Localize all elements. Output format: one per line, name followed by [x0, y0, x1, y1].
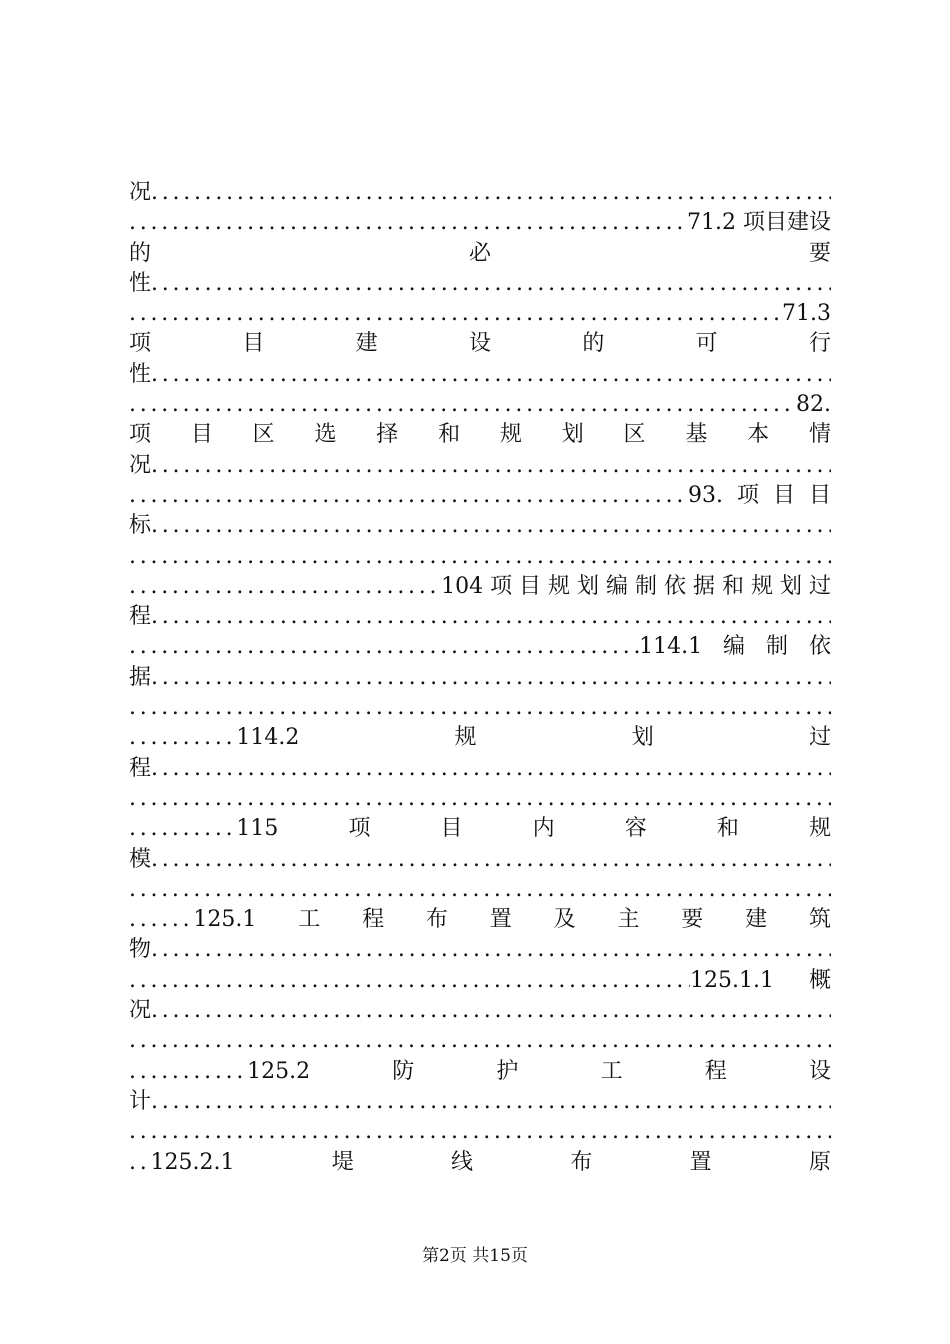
dot-leader: [151, 602, 831, 632]
toc-char: 主: [617, 907, 640, 933]
toc-char: 择: [376, 422, 399, 448]
dot-leader: [129, 481, 688, 511]
dot-leader: [151, 360, 831, 390]
dot-leader: [151, 996, 831, 1026]
toc-char: 线: [451, 1149, 474, 1175]
toc-text: 况: [129, 452, 152, 478]
toc-char: 容: [624, 816, 647, 842]
toc-char: 设: [468, 331, 491, 357]
toc-char: 内: [532, 816, 555, 842]
toc-char: 规: [454, 725, 477, 751]
dot-leader: [151, 935, 831, 965]
dot-leader: [151, 845, 831, 875]
toc-char: 项: [348, 816, 371, 842]
toc-text: 104 项 目 规 划 编 制 依 据 和 规 划 过: [441, 573, 831, 599]
dot-leader: [129, 784, 831, 814]
toc-lead: [129, 1057, 310, 1087]
toc-line: [129, 1087, 831, 1117]
toc-char: 规: [808, 816, 831, 842]
toc-char: 原: [808, 1149, 831, 1175]
toc-char: 过: [808, 725, 831, 751]
toc-line: [129, 239, 831, 269]
toc-char: 目: [242, 331, 265, 357]
dot-leader: [129, 390, 796, 420]
toc-number: 125.2: [247, 1058, 311, 1084]
toc-char: 防: [392, 1058, 415, 1084]
toc-text: 114.1 编 制 依: [639, 634, 831, 660]
toc-char: 建: [355, 331, 378, 357]
toc-char: 工: [600, 1058, 623, 1084]
toc-text: 标: [129, 513, 152, 539]
toc-line: [129, 1148, 831, 1178]
toc-char: 可: [695, 331, 718, 357]
toc-line: [129, 784, 831, 814]
toc-lead: [129, 1148, 234, 1178]
dot-leader: [129, 966, 690, 996]
toc-char: 护: [496, 1058, 519, 1084]
toc-line: [129, 723, 831, 753]
toc-char: 基: [685, 422, 708, 448]
toc-line: [129, 845, 831, 875]
toc-number: 125.1: [193, 907, 257, 933]
toc-line: [129, 329, 831, 359]
toc-text: 93. 项 目 目: [688, 482, 831, 508]
toc-line: [129, 542, 831, 572]
toc-text: 71.3: [782, 301, 831, 327]
toc-lead: [129, 723, 299, 753]
dot-leader: [151, 451, 831, 481]
toc-text: 计: [129, 1088, 152, 1114]
toc-text: 据: [129, 664, 152, 690]
toc-line: [129, 269, 831, 299]
toc-char: 置: [689, 1149, 712, 1175]
toc-char: 的: [582, 331, 605, 357]
dot-leader: [151, 269, 831, 299]
toc-line: [129, 875, 831, 905]
toc-line: [129, 511, 831, 541]
toc-char: 目: [440, 816, 463, 842]
toc-char: 和: [438, 422, 461, 448]
toc-line: [129, 996, 831, 1026]
dot-leader: [151, 511, 831, 541]
toc-text: 物: [129, 937, 152, 963]
dot-leader: ...........: [129, 1058, 248, 1084]
dot-leader: [151, 754, 831, 784]
dot-leader: [129, 875, 831, 905]
toc-line: [129, 451, 831, 481]
dot-leader: [129, 632, 639, 662]
toc-line: [129, 1057, 831, 1087]
dot-leader: [129, 542, 831, 572]
dot-leader: [129, 1026, 831, 1056]
dot-leader: [129, 572, 441, 602]
toc-text: 82.: [796, 392, 831, 418]
toc-line: [129, 814, 831, 844]
toc-line: [129, 905, 831, 935]
toc-char: 必: [468, 240, 491, 266]
toc-char: 选: [314, 422, 337, 448]
toc-char: 的: [129, 240, 152, 266]
toc-char: 和: [716, 816, 739, 842]
dot-leader: [129, 693, 831, 723]
dot-leader: [151, 663, 831, 693]
toc-line: [129, 360, 831, 390]
toc-number: 115: [236, 816, 279, 842]
toc-char: 筑: [808, 907, 831, 933]
toc-lead: [129, 905, 256, 935]
toc-char: 情: [808, 422, 831, 448]
toc-char: 程: [704, 1058, 727, 1084]
toc-char: 本: [747, 422, 770, 448]
toc-line: [129, 1026, 831, 1056]
toc-line: [129, 420, 831, 450]
toc-char: 布: [425, 907, 448, 933]
toc-lead: [129, 814, 278, 844]
toc-char: 项: [129, 422, 152, 448]
toc-text: 125.1.1 概: [690, 967, 831, 993]
toc-line: [129, 208, 831, 238]
toc-char: 工: [298, 907, 321, 933]
toc-text: 况: [129, 998, 152, 1024]
toc-char: 堤: [331, 1149, 354, 1175]
toc-line: [129, 178, 831, 208]
toc-char: 建: [745, 907, 768, 933]
dot-leader: ..........: [129, 816, 237, 842]
toc-char: 规: [499, 422, 522, 448]
dot-leader: ..........: [129, 725, 237, 751]
toc-text: 71.2 项目建设: [687, 210, 831, 236]
toc-text: 程: [129, 604, 152, 630]
toc-char: 区: [623, 422, 646, 448]
toc-char: 项: [129, 331, 152, 357]
toc-line: [129, 390, 831, 420]
toc-char: 及: [553, 907, 576, 933]
table-of-contents: [129, 178, 831, 1178]
toc-text: 况: [129, 180, 152, 205]
dot-leader: [151, 178, 831, 208]
toc-text: 性: [129, 270, 152, 296]
toc-char: 设: [808, 1058, 831, 1084]
toc-number: 114.2: [236, 725, 300, 751]
dot-leader: [129, 208, 687, 238]
toc-line: [129, 663, 831, 693]
toc-line: [129, 632, 831, 662]
toc-line: [129, 966, 831, 996]
dot-leader: [151, 1087, 831, 1117]
toc-line: [129, 481, 831, 511]
dot-leader: ..: [129, 1149, 151, 1175]
dot-leader: ......: [129, 907, 194, 933]
toc-char: 行: [808, 331, 831, 357]
toc-char: 划: [561, 422, 584, 448]
toc-text: 程: [129, 755, 152, 781]
toc-char: 划: [631, 725, 654, 751]
toc-number: 125.2.1: [150, 1149, 235, 1175]
toc-line: [129, 299, 831, 329]
toc-char: 布: [570, 1149, 593, 1175]
toc-char: 区: [252, 422, 275, 448]
toc-text: 性: [129, 361, 152, 387]
toc-char: 置: [489, 907, 512, 933]
toc-char: 程: [362, 907, 385, 933]
toc-line: [129, 602, 831, 632]
toc-line: [129, 754, 831, 784]
dot-leader: [129, 299, 782, 329]
toc-line: [129, 935, 831, 965]
toc-char: 要: [808, 240, 831, 266]
toc-line: [129, 1117, 831, 1147]
page-footer: 第2页 共15页: [422, 1246, 528, 1266]
toc-char: 要: [681, 907, 704, 933]
dot-leader: [129, 1117, 831, 1147]
toc-line: [129, 693, 831, 723]
toc-line: [129, 572, 831, 602]
toc-text: 模: [129, 846, 152, 872]
toc-char: 目: [190, 422, 213, 448]
